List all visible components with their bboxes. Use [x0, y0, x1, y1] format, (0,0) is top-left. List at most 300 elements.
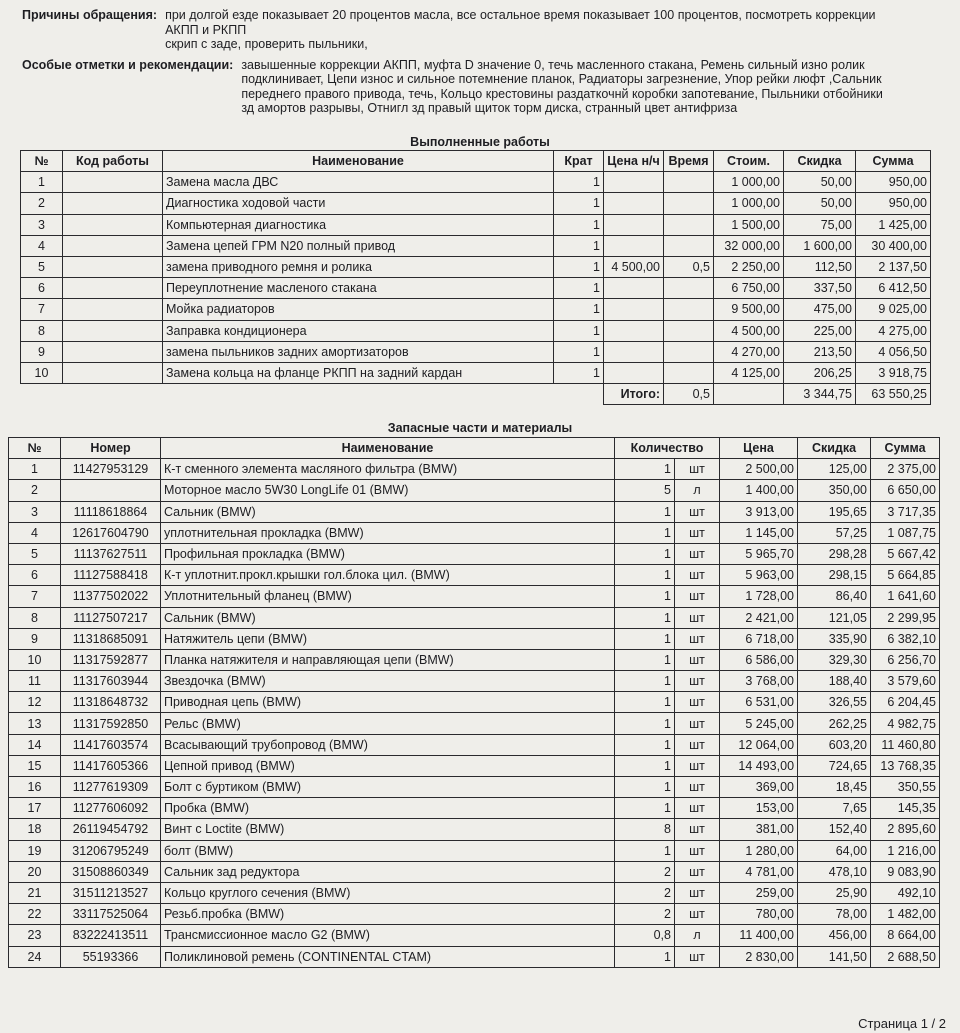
table-row — [9, 480, 940, 501]
table-cell: 8 — [615, 819, 675, 840]
table-cell: 20 — [9, 861, 61, 882]
table-cell: 78,00 — [798, 904, 871, 925]
table-cell: 18 — [9, 819, 61, 840]
table-row — [9, 798, 940, 819]
table-cell: 12 064,00 — [720, 734, 798, 755]
table-cell: 4 — [21, 235, 63, 256]
table-cell: 3 — [21, 214, 63, 235]
table-cell: шт — [675, 904, 720, 925]
table-cell: 1 — [615, 628, 675, 649]
table-cell: 11118618864 — [61, 501, 161, 522]
table-cell: 1 — [554, 299, 604, 320]
table-cell: 11277619309 — [61, 777, 161, 798]
col-header: Цена — [720, 438, 798, 459]
works-total-row — [21, 384, 931, 405]
table-cell: 3 918,75 — [856, 362, 931, 383]
table-cell: 18,45 — [798, 777, 871, 798]
table-cell: 8 — [21, 320, 63, 341]
table-cell: 9 500,00 — [714, 299, 784, 320]
table-cell: К-т сменного элемента масляного фильтра (BMW) — [161, 459, 615, 480]
table-cell: 1 — [554, 362, 604, 383]
table-row — [9, 925, 940, 946]
table-cell: шт — [675, 692, 720, 713]
table-cell: 1 — [554, 320, 604, 341]
table-row — [9, 692, 940, 713]
table-cell: 11427953129 — [61, 459, 161, 480]
table-cell: 188,40 — [798, 671, 871, 692]
table-cell: 22 — [9, 904, 61, 925]
table-row — [9, 607, 940, 628]
works-title: Выполненные работы — [410, 135, 550, 149]
table-cell: 30 400,00 — [856, 235, 931, 256]
table-cell: 8 — [9, 607, 61, 628]
table-row — [21, 172, 931, 193]
table-cell: 4 275,00 — [856, 320, 931, 341]
table-cell: 1 000,00 — [714, 172, 784, 193]
col-header: Скидка — [798, 438, 871, 459]
table-cell — [63, 172, 163, 193]
table-cell: 1 500,00 — [714, 214, 784, 235]
table-cell: 11127507217 — [61, 607, 161, 628]
table-cell: 2 830,00 — [720, 946, 798, 967]
table-cell: 4 500,00 — [604, 256, 664, 277]
table-cell: 6 — [9, 565, 61, 586]
table-cell: 11417603574 — [61, 734, 161, 755]
table-cell: 23 — [9, 925, 61, 946]
table-cell: 3 913,00 — [720, 501, 798, 522]
table-cell — [63, 320, 163, 341]
table-cell: Планка натяжителя и направляющая цепи (BMW) — [161, 649, 615, 670]
table-row — [9, 755, 940, 776]
table-cell: 1 — [554, 172, 604, 193]
table-cell: 11127588418 — [61, 565, 161, 586]
table-cell: Звездочка (BMW) — [161, 671, 615, 692]
table-cell: 1 — [554, 214, 604, 235]
table-cell — [63, 278, 163, 299]
table-cell: 381,00 — [720, 819, 798, 840]
table-cell: 1 — [554, 193, 604, 214]
table-row — [21, 214, 931, 235]
table-cell: 10 — [21, 362, 63, 383]
table-cell: 1 — [615, 649, 675, 670]
table-cell: 0,5 — [664, 256, 714, 277]
table-cell: шт — [675, 713, 720, 734]
col-header: Скидка — [784, 151, 856, 172]
table-cell: 6 750,00 — [714, 278, 784, 299]
table-cell: Сальник (BMW) — [161, 607, 615, 628]
table-cell: 31508860349 — [61, 861, 161, 882]
table-cell: 32 000,00 — [714, 235, 784, 256]
table-cell: 1 — [21, 172, 63, 193]
col-header: Сумма — [871, 438, 940, 459]
table-cell — [63, 235, 163, 256]
table-cell: 4 982,75 — [871, 713, 940, 734]
table-cell: 1 145,00 — [720, 522, 798, 543]
table-row — [9, 628, 940, 649]
table-cell: 14 — [9, 734, 61, 755]
table-cell — [604, 320, 664, 341]
table-cell: 1 — [615, 543, 675, 564]
table-cell: 298,15 — [798, 565, 871, 586]
table-cell — [63, 256, 163, 277]
table-cell: 4 500,00 — [714, 320, 784, 341]
table-cell: Поликлиновой ремень (CONTINENTAL CTAM) — [161, 946, 615, 967]
table-cell — [664, 299, 714, 320]
table-cell: 14 493,00 — [720, 755, 798, 776]
table-cell: 2 250,00 — [714, 256, 784, 277]
col-header: № — [21, 151, 63, 172]
table-cell: 262,25 — [798, 713, 871, 734]
table-cell: 5 — [615, 480, 675, 501]
table-cell: 329,30 — [798, 649, 871, 670]
table-cell: 55193366 — [61, 946, 161, 967]
table-cell: Уплотнительный фланец (BMW) — [161, 586, 615, 607]
table-cell: 11 460,80 — [871, 734, 940, 755]
table-cell: 9 083,90 — [871, 861, 940, 882]
table-cell: 6 412,50 — [856, 278, 931, 299]
table-cell: 213,50 — [784, 341, 856, 362]
works-header-row — [21, 151, 931, 172]
table-cell: 2 895,60 — [871, 819, 940, 840]
table-cell: 86,40 — [798, 586, 871, 607]
reasons-row — [22, 8, 942, 52]
table-cell — [63, 362, 163, 383]
table-cell: Профильная прокладка (BMW) — [161, 543, 615, 564]
table-cell: 603,20 — [798, 734, 871, 755]
table-cell: шт — [675, 607, 720, 628]
table-cell: 13 768,35 — [871, 755, 940, 776]
table-cell: 2 — [615, 861, 675, 882]
table-cell: 478,10 — [798, 861, 871, 882]
table-cell: 11417605366 — [61, 755, 161, 776]
table-cell: 1 280,00 — [720, 840, 798, 861]
table-cell: 9 025,00 — [856, 299, 931, 320]
table-cell: 11 400,00 — [720, 925, 798, 946]
table-cell: 11317603944 — [61, 671, 161, 692]
table-cell: 1 — [615, 713, 675, 734]
table-cell: Сальник зад редуктора — [161, 861, 615, 882]
table-cell: 1 000,00 — [714, 193, 784, 214]
table-cell: 3 717,35 — [871, 501, 940, 522]
table-cell: 1 — [615, 946, 675, 967]
table-cell: 1 — [554, 235, 604, 256]
table-cell: 24 — [9, 946, 61, 967]
table-cell: 6 382,10 — [871, 628, 940, 649]
table-cell: 1 — [615, 522, 675, 543]
table-cell: Натяжитель цепи (BMW) — [161, 628, 615, 649]
table-cell: 3 — [9, 501, 61, 522]
table-cell: Кольцо круглого сечения (BMW) — [161, 882, 615, 903]
table-cell: 2 299,95 — [871, 607, 940, 628]
table-cell: 57,25 — [798, 522, 871, 543]
table-cell: замена пыльников задних амортизаторов — [163, 341, 554, 362]
table-row — [9, 819, 940, 840]
table-cell: 1 — [615, 734, 675, 755]
table-cell — [604, 172, 664, 193]
table-cell: 1 482,00 — [871, 904, 940, 925]
table-cell: шт — [675, 671, 720, 692]
table-cell: 5 — [9, 543, 61, 564]
table-cell: Рельс (BMW) — [161, 713, 615, 734]
table-cell: 1 — [615, 777, 675, 798]
table-cell: шт — [675, 840, 720, 861]
table-cell: К-т уплотнит.прокл.крышки гол.блока цил. (BMW) — [161, 565, 615, 586]
table-cell: 1 — [554, 278, 604, 299]
table-cell — [604, 362, 664, 383]
table-cell: 12 — [9, 692, 61, 713]
table-cell: 152,40 — [798, 819, 871, 840]
table-cell: 7 — [21, 299, 63, 320]
table-cell — [664, 172, 714, 193]
table-cell: 2 137,50 — [856, 256, 931, 277]
table-cell — [61, 480, 161, 501]
table-row — [21, 362, 931, 383]
total-label: Итого: — [604, 384, 664, 405]
table-cell: 4 125,00 — [714, 362, 784, 383]
table-cell — [664, 278, 714, 299]
table-cell: шт — [675, 882, 720, 903]
page-number: Страница 1 / 2 — [858, 1016, 946, 1031]
table-cell: шт — [675, 819, 720, 840]
table-cell: шт — [675, 586, 720, 607]
table-cell: 1 — [615, 459, 675, 480]
table-cell — [664, 341, 714, 362]
table-cell: 0,8 — [615, 925, 675, 946]
table-cell: Болт с буртиком (BMW) — [161, 777, 615, 798]
table-cell: 4 — [9, 522, 61, 543]
table-row — [9, 946, 940, 967]
table-cell: 2 — [615, 904, 675, 925]
table-row — [9, 565, 940, 586]
table-cell: Диагностика ходовой части — [163, 193, 554, 214]
table-cell: 7,65 — [798, 798, 871, 819]
table-cell: 1 216,00 — [871, 840, 940, 861]
table-cell: 11377502022 — [61, 586, 161, 607]
table-row — [9, 861, 940, 882]
col-header: Сумма — [856, 151, 931, 172]
table-cell: 369,00 — [720, 777, 798, 798]
table-cell: 950,00 — [856, 193, 931, 214]
table-row — [9, 904, 940, 925]
table-cell: 5 245,00 — [720, 713, 798, 734]
table-row — [21, 341, 931, 362]
table-cell: 1 — [615, 671, 675, 692]
table-cell: 1 425,00 — [856, 214, 931, 235]
table-cell: 1 — [615, 586, 675, 607]
table-cell: 125,00 — [798, 459, 871, 480]
table-cell: 3 768,00 — [720, 671, 798, 692]
table-cell: 9 — [9, 628, 61, 649]
table-row — [9, 501, 940, 522]
table-cell: 6 718,00 — [720, 628, 798, 649]
table-cell: 1 — [615, 755, 675, 776]
table-cell — [664, 362, 714, 383]
table-cell: 335,90 — [798, 628, 871, 649]
table-cell: 31206795249 — [61, 840, 161, 861]
table-cell: шт — [675, 565, 720, 586]
table-cell: 1 — [9, 459, 61, 480]
table-cell — [63, 193, 163, 214]
table-cell: 2 — [9, 480, 61, 501]
table-cell: 1 728,00 — [720, 586, 798, 607]
table-cell — [664, 320, 714, 341]
table-cell: 11277606092 — [61, 798, 161, 819]
table-cell — [664, 214, 714, 235]
table-cell: 2 375,00 — [871, 459, 940, 480]
table-cell: 33117525064 — [61, 904, 161, 925]
table-cell: Заправка кондиционера — [163, 320, 554, 341]
table-cell: 121,05 — [798, 607, 871, 628]
table-cell: Сальник (BMW) — [161, 501, 615, 522]
table-cell: 141,50 — [798, 946, 871, 967]
table-cell: Моторное масло 5W30 LongLife 01 (BMW) — [161, 480, 615, 501]
table-row — [9, 586, 940, 607]
table-cell: 6 204,45 — [871, 692, 940, 713]
table-cell: шт — [675, 628, 720, 649]
table-cell: 1 — [615, 798, 675, 819]
table-cell: Цепной привод (BMW) — [161, 755, 615, 776]
table-cell: Компьютерная диагностика — [163, 214, 554, 235]
table-cell — [63, 341, 163, 362]
table-cell: 17 — [9, 798, 61, 819]
table-row — [9, 840, 940, 861]
table-cell: 75,00 — [784, 214, 856, 235]
table-cell: 298,28 — [798, 543, 871, 564]
table-cell: замена приводного ремня и ролика — [163, 256, 554, 277]
table-cell: 11317592850 — [61, 713, 161, 734]
table-cell: 2 — [615, 882, 675, 903]
table-cell: 50,00 — [784, 193, 856, 214]
table-cell: 153,00 — [720, 798, 798, 819]
table-cell: 50,00 — [784, 172, 856, 193]
table-cell: 1 087,75 — [871, 522, 940, 543]
table-row — [9, 882, 940, 903]
table-row — [9, 459, 940, 480]
table-cell: Пробка (BMW) — [161, 798, 615, 819]
table-cell: 259,00 — [720, 882, 798, 903]
table-cell: шт — [675, 543, 720, 564]
parts-header-row — [9, 438, 940, 459]
table-cell: 15 — [9, 755, 61, 776]
table-row — [9, 734, 940, 755]
table-row — [21, 256, 931, 277]
table-cell: 4 270,00 — [714, 341, 784, 362]
col-header: № — [9, 438, 61, 459]
total-sum: 63 550,25 — [856, 384, 931, 405]
table-cell: 225,00 — [784, 320, 856, 341]
table-cell: 11317592877 — [61, 649, 161, 670]
table-cell — [604, 278, 664, 299]
table-cell: 5 963,00 — [720, 565, 798, 586]
table-cell — [63, 214, 163, 235]
table-cell: 21 — [9, 882, 61, 903]
table-cell: 5 965,70 — [720, 543, 798, 564]
table-cell: 2 500,00 — [720, 459, 798, 480]
table-cell: 1 — [554, 341, 604, 362]
table-cell: 13 — [9, 713, 61, 734]
table-cell: 5 664,85 — [871, 565, 940, 586]
table-cell: 195,65 — [798, 501, 871, 522]
table-cell: л — [675, 925, 720, 946]
works-table — [20, 150, 931, 405]
total-discount: 3 344,75 — [784, 384, 856, 405]
table-cell: 6 — [21, 278, 63, 299]
table-cell: 7 — [9, 586, 61, 607]
table-row — [21, 193, 931, 214]
table-cell: шт — [675, 755, 720, 776]
table-row — [21, 299, 931, 320]
table-cell: 19 — [9, 840, 61, 861]
table-cell: 9 — [21, 341, 63, 362]
table-cell: 206,25 — [784, 362, 856, 383]
table-cell: 83222413511 — [61, 925, 161, 946]
table-cell — [604, 214, 664, 235]
table-cell — [604, 299, 664, 320]
table-cell: 1 — [615, 692, 675, 713]
table-cell — [604, 341, 664, 362]
table-row — [9, 777, 940, 798]
table-cell: 11318685091 — [61, 628, 161, 649]
notes-text: завышенные коррекции АКПП, муфта D значение 0, течь масленного стакана, Ремень сильный изно ролик подклинивает, Цепи износ и сильное потемнение планок, Радиаторы загрезнение, Упор рейки люфт ,Сальник переднего правого привода, течь, Кольцо крестовины раздаткочнй коробки запотевание, Пыльники отбойники зд амортов разрывы, Отнигл зд правый щиток торм диска, странный цвет антифриза — [241, 57, 883, 115]
table-cell: шт — [675, 501, 720, 522]
table-row — [9, 713, 940, 734]
table-cell: 350,55 — [871, 777, 940, 798]
table-cell — [604, 193, 664, 214]
table-cell: 475,00 — [784, 299, 856, 320]
table-cell: 1 400,00 — [720, 480, 798, 501]
table-cell: Трансмиссионное масло G2 (BMW) — [161, 925, 615, 946]
table-cell: шт — [675, 861, 720, 882]
table-row — [21, 278, 931, 299]
table-cell: 350,00 — [798, 480, 871, 501]
table-cell: 1 — [615, 607, 675, 628]
table-cell: 1 600,00 — [784, 235, 856, 256]
col-header: Код работы — [63, 151, 163, 172]
table-cell: 2 — [21, 193, 63, 214]
col-header: Крат — [554, 151, 604, 172]
table-cell — [664, 235, 714, 256]
table-cell: шт — [675, 798, 720, 819]
table-cell: 2 688,50 — [871, 946, 940, 967]
table-cell: 31511213527 — [61, 882, 161, 903]
parts-table — [8, 437, 940, 968]
table-cell: Замена масла ДВС — [163, 172, 554, 193]
table-cell: 6 256,70 — [871, 649, 940, 670]
table-cell: 326,55 — [798, 692, 871, 713]
table-cell: 6 586,00 — [720, 649, 798, 670]
col-header: Цена н/ч — [604, 151, 664, 172]
total-time: 0,5 — [664, 384, 714, 405]
table-cell: 4 781,00 — [720, 861, 798, 882]
table-cell — [63, 299, 163, 320]
table-cell: 25,90 — [798, 882, 871, 903]
table-cell: 1 — [554, 256, 604, 277]
notes-label: Особые отметки и рекомендации: — [22, 57, 234, 72]
col-header: Время — [664, 151, 714, 172]
table-row — [21, 235, 931, 256]
col-header: Количество — [615, 438, 720, 459]
table-cell: 11 — [9, 671, 61, 692]
reasons-label: Причины обращения: — [22, 8, 158, 22]
table-cell: 456,00 — [798, 925, 871, 946]
table-row — [9, 543, 940, 564]
table-cell: Переуплотнение масленого стакана — [163, 278, 554, 299]
table-cell: 724,65 — [798, 755, 871, 776]
table-cell: 11137627511 — [61, 543, 161, 564]
table-cell: 26119454792 — [61, 819, 161, 840]
table-cell: Всасывающий трубопровод (BMW) — [161, 734, 615, 755]
table-cell: шт — [675, 777, 720, 798]
